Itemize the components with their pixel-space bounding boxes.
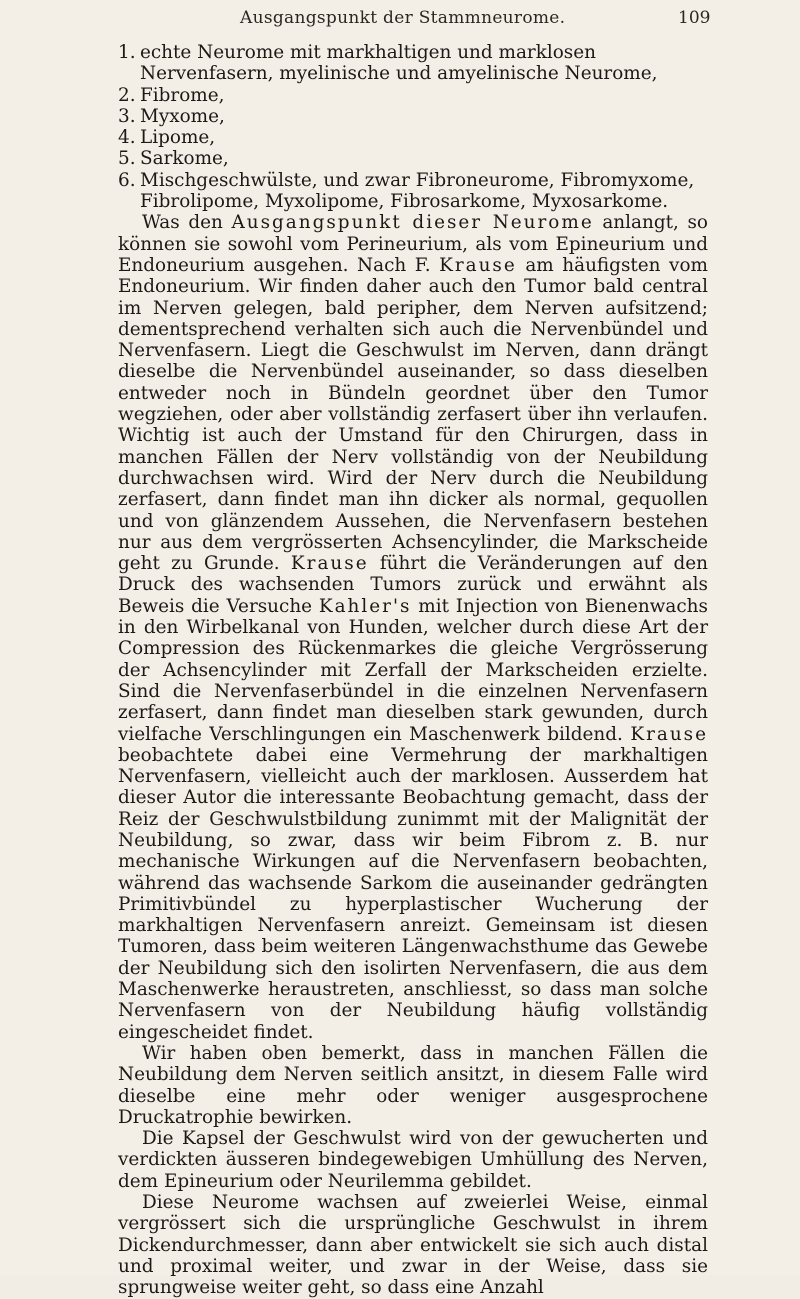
list-number: 2. xyxy=(118,84,136,106)
author-name: Kahler's xyxy=(318,595,412,617)
paragraph-text: anlangt, so können sie sowohl vom Perineurium, als vom Epineurium und Endoneurium ausgehen. Nach F. xyxy=(118,212,708,276)
list-number: 6. xyxy=(118,169,136,191)
list-text: Myxome, xyxy=(140,105,225,127)
paragraph-text: am häufigsten vom Endoneurium. Wir finden daher auch den Tumor bald central im Nerven gelegen, bald peripher, dem Nerven aufsitzend; dementsprechend verhalten sich auch die Nervenbündel und Nervenfasern. Liegt die Geschwulst im Nerven, dann drängt dieselbe die Nervenbündel auseinander, so dass dieselben entweder noch in Bündeln geordnet über den Tumor wegziehen, oder aber vollständig zerfasert über ihn verlaufen. Wichtig ist auch der Umstand für den Chirurgen, dass in manchen Fällen der Nerv vollständig von der Neubildung durchwachsen wird. Wird der Nerv durch die Neubildung zerfasert, dann findet man ihn dicker als normal, gequollen und von glänzendem Aussehen, die Nervenfasern bestehen nur aus dem vergrösserten Achsencylinder, die Markscheide geht zu Grunde. xyxy=(118,254,708,575)
paragraph-text: führt die Veränderungen auf den Druck des wachsenden Tumors zurück und erwähnt als Beweis die Versuche xyxy=(118,553,708,617)
list-item xyxy=(118,170,708,213)
list-text: Mischgeschwülste, und zwar Fibroneurome, Fibromyxome, Fibrolipome, Myxolipome, Fibrosarkome, Myxosarkome. xyxy=(140,169,695,213)
tumor-type-list xyxy=(118,42,708,212)
author-name: Krause xyxy=(439,254,517,276)
list-item xyxy=(118,127,708,148)
paragraph-origin xyxy=(118,212,708,1043)
paragraph-text: beobachtete dabei eine Vermehrung der markhaltigen Nervenfasern, vielleicht auch der marklosen. Ausserdem hat dieser Autor die interessante Beobachtung gemacht, dass der Reiz der Geschwulstbildung zunimmt mit der Malignität der Neubildung, so zwar, dass wir beim Fibrom z. B. nur mechanische Wirkungen auf die Nervenfasern beobachten, während das wachsende Sarkom die auseinander gedrängten Primitivbündel zu hyperplastischer Wucherung der markhaltigen Nervenfasern anreizt. Gemeinsam ist diesen Tumoren, dass beim weiteren Längenwachsthume das Gewebe der Neubildung sich den isolirten Nervenfasern, die aus dem Maschenwerke heraustreten, anschliesst, so dass man solche Nervenfasern von der Neubildung häufig vollständig eingescheidet findet. xyxy=(118,744,708,1043)
list-number: 3. xyxy=(118,105,136,127)
emphasized-term: Ausgangspunkt dieser Neurome xyxy=(231,212,594,234)
list-item xyxy=(118,148,708,169)
list-text: Lipome, xyxy=(140,127,216,149)
paragraph-lateral-growth: Wir haben oben bemerkt, dass in manchen Fällen die Neubildung dem Nerven seitlich ansitzt, in diesem Falle wird dieselbe eine mehr oder weniger ausgesprochene Druckatrophie bewirken. xyxy=(118,1042,708,1128)
paragraph-text: mit Injection von Bienenwachs in den Wirbelkanal von Hunden, welcher durch diese Art der Compression des Rückenmarkes die gleiche Vergrösserung der Achsencylinder mit Zerfall der Markscheiden erzielte. Sind die Nervenfaserbündel in die einzelnen Nervenfasern zerfasert, dann findet man dieselben stark gewunden, durch vielfache Verschlingungen ein Maschenwerk bildend. xyxy=(118,595,708,745)
paragraph-lead: Was den xyxy=(142,212,223,234)
paragraph-capsule: Die Kapsel der Geschwulst wird von der gewucherten und verdickten äusseren bindegewebigen Umhüllung des Nerven, dem Epineurium oder Neurilemma gebildet. xyxy=(118,1128,708,1192)
page-number: 109 xyxy=(678,8,711,28)
list-text: Sarkome, xyxy=(140,148,229,170)
list-item xyxy=(118,42,708,85)
list-number: 4. xyxy=(118,127,136,149)
body-text xyxy=(118,42,708,1299)
list-item xyxy=(118,106,708,127)
author-name: Krause xyxy=(630,723,708,745)
list-item xyxy=(118,85,708,106)
list-number: 5. xyxy=(118,148,136,170)
list-number: 1. xyxy=(118,42,136,63)
running-title: Ausgangspunkt der Stammneurome. xyxy=(240,8,566,28)
list-text: Fibrome, xyxy=(140,84,225,106)
paragraph-growth: Diese Neurome wachsen auf zweierlei Weise, einmal vergrössert sich die ursprüngliche Geschwulst in ihrem Dickendurchmesser, dann aber entwickelt sie sich auch distal und proximal weiter, und zwar in der Weise, dass sie sprungweise weiter geht, so dass eine Anzahl xyxy=(118,1192,708,1299)
author-name: Krause xyxy=(290,553,369,575)
list-text: echte Neurome mit markhaltigen und marklosen Nervenfasern, myelinische und amyelinische Neurome, xyxy=(140,42,658,85)
